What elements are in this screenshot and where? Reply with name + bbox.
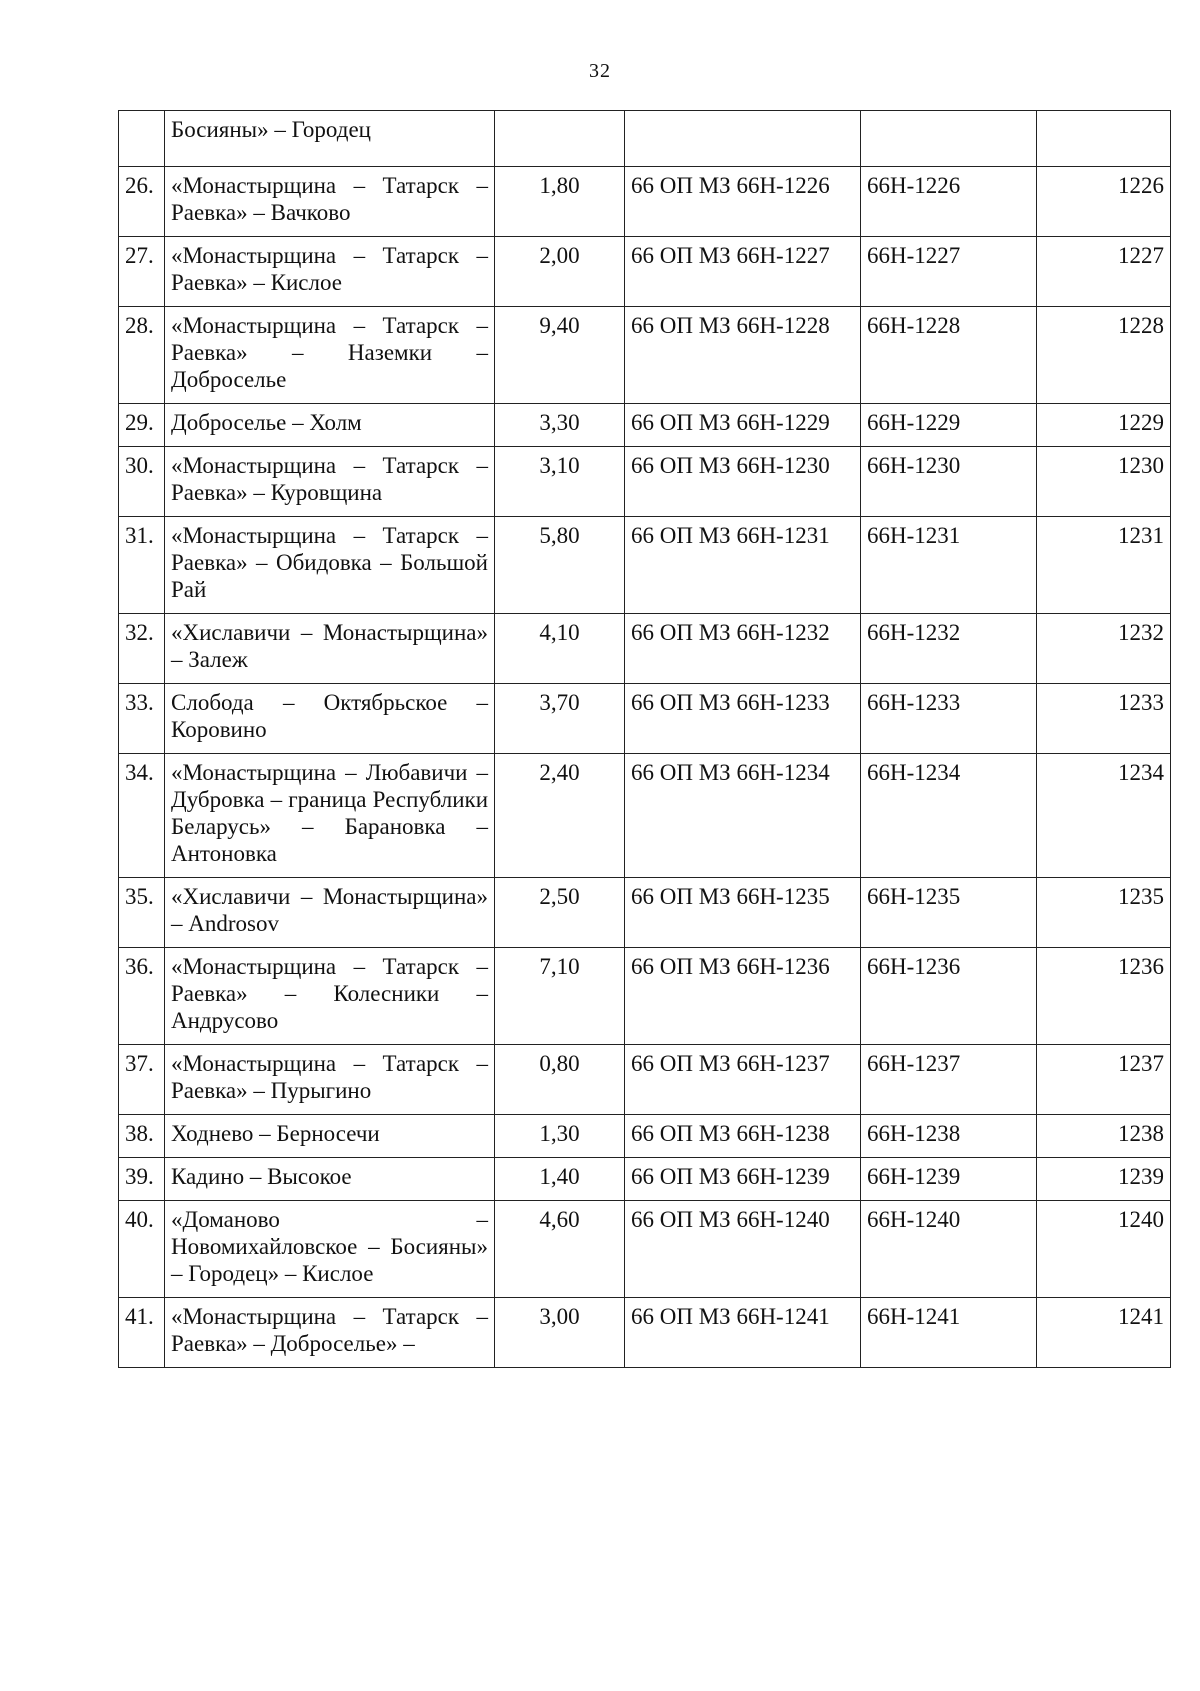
identification-number-cell: 66 ОП МЗ 66Н-1238 [625, 1115, 861, 1158]
table-row [119, 948, 1171, 1045]
length-cell: 3,70 [495, 684, 625, 754]
identification-number-cell: 66 ОП МЗ 66Н-1229 [625, 404, 861, 447]
row-number-cell: 31. [119, 517, 165, 614]
road-name-cell: Ходнево – Берносечи [165, 1115, 495, 1158]
road-name-cell: «Хиславичи – Монастырщина» – Androsov [165, 878, 495, 948]
row-number-cell [119, 111, 165, 167]
registration-number-cell: 66Н-1227 [861, 237, 1037, 307]
road-name-cell: «Монастырщина – Любавичи – Дубровка – граница Республики Беларусь» – Барановка – Антоновка [165, 754, 495, 878]
roads-table [118, 110, 1171, 1368]
registration-number-cell: 66Н-1231 [861, 517, 1037, 614]
registration-number-cell: 66Н-1228 [861, 307, 1037, 404]
road-code-cell: 1234 [1037, 754, 1171, 878]
row-number-cell: 30. [119, 447, 165, 517]
road-code-cell: 1231 [1037, 517, 1171, 614]
registration-number-cell [861, 111, 1037, 167]
length-cell: 9,40 [495, 307, 625, 404]
length-cell [495, 111, 625, 167]
row-number-cell: 36. [119, 948, 165, 1045]
road-name-cell: «Монастырщина – Татарск – Раевка» – Колесники – Андрусово [165, 948, 495, 1045]
road-code-cell: 1240 [1037, 1201, 1171, 1298]
road-name-cell: «Хиславичи – Монастырщина» – Залеж [165, 614, 495, 684]
length-cell: 2,40 [495, 754, 625, 878]
table-row [119, 1201, 1171, 1298]
length-cell: 1,80 [495, 167, 625, 237]
road-name-cell: «Монастырщина – Татарск – Раевка» – Обидовка – Большой Рай [165, 517, 495, 614]
road-code-cell: 1227 [1037, 237, 1171, 307]
row-number-cell: 34. [119, 754, 165, 878]
identification-number-cell: 66 ОП МЗ 66Н-1239 [625, 1158, 861, 1201]
row-number-cell: 27. [119, 237, 165, 307]
road-name-cell: «Монастырщина – Татарск – Раевка» – Кислое [165, 237, 495, 307]
registration-number-cell: 66Н-1232 [861, 614, 1037, 684]
page-number: 32 [589, 60, 611, 82]
road-code-cell: 1228 [1037, 307, 1171, 404]
row-number-cell: 41. [119, 1298, 165, 1368]
registration-number-cell: 66Н-1226 [861, 167, 1037, 237]
table-row [119, 307, 1171, 404]
length-cell: 4,60 [495, 1201, 625, 1298]
row-number-cell: 35. [119, 878, 165, 948]
road-code-cell: 1229 [1037, 404, 1171, 447]
row-number-cell: 32. [119, 614, 165, 684]
table-row [119, 1298, 1171, 1368]
road-code-cell: 1233 [1037, 684, 1171, 754]
length-cell: 1,40 [495, 1158, 625, 1201]
registration-number-cell: 66Н-1241 [861, 1298, 1037, 1368]
table-row-continued [119, 111, 1171, 167]
registration-number-cell: 66Н-1235 [861, 878, 1037, 948]
identification-number-cell: 66 ОП МЗ 66Н-1228 [625, 307, 861, 404]
length-cell: 1,30 [495, 1115, 625, 1158]
identification-number-cell: 66 ОП МЗ 66Н-1235 [625, 878, 861, 948]
length-cell: 4,10 [495, 614, 625, 684]
table-row [119, 517, 1171, 614]
registration-number-cell: 66Н-1238 [861, 1115, 1037, 1158]
row-number-cell: 39. [119, 1158, 165, 1201]
row-number-cell: 28. [119, 307, 165, 404]
road-name-cell: «Монастырщина – Татарск – Раевка» – Пурыгино [165, 1045, 495, 1115]
table-row [119, 1158, 1171, 1201]
road-code-cell: 1230 [1037, 447, 1171, 517]
row-number-cell: 29. [119, 404, 165, 447]
identification-number-cell: 66 ОП МЗ 66Н-1240 [625, 1201, 861, 1298]
row-number-cell: 40. [119, 1201, 165, 1298]
road-name-cell: «Доманово – Новомихайловское – Босияны» – Городец» – Кислое [165, 1201, 495, 1298]
length-cell: 5,80 [495, 517, 625, 614]
road-name-cell: Кадино – Высокое [165, 1158, 495, 1201]
road-name-cell: «Монастырщина – Татарск – Раевка» – Наземки – Доброселье [165, 307, 495, 404]
length-cell: 7,10 [495, 948, 625, 1045]
road-code-cell: 1236 [1037, 948, 1171, 1045]
table-row [119, 614, 1171, 684]
registration-number-cell: 66Н-1237 [861, 1045, 1037, 1115]
registration-number-cell: 66Н-1240 [861, 1201, 1037, 1298]
road-code-cell: 1235 [1037, 878, 1171, 948]
length-cell: 3,00 [495, 1298, 625, 1368]
length-cell: 2,50 [495, 878, 625, 948]
row-number-cell: 26. [119, 167, 165, 237]
identification-number-cell: 66 ОП МЗ 66Н-1227 [625, 237, 861, 307]
road-name-cell: «Монастырщина – Татарск – Раевка» – Вачково [165, 167, 495, 237]
road-code-cell: 1237 [1037, 1045, 1171, 1115]
table-row [119, 1115, 1171, 1158]
road-name-cell: Босияны» – Городец [165, 111, 495, 167]
table-row [119, 237, 1171, 307]
identification-number-cell: 66 ОП МЗ 66Н-1230 [625, 447, 861, 517]
identification-number-cell: 66 ОП МЗ 66Н-1226 [625, 167, 861, 237]
identification-number-cell: 66 ОП МЗ 66Н-1232 [625, 614, 861, 684]
identification-number-cell: 66 ОП МЗ 66Н-1234 [625, 754, 861, 878]
table-row [119, 447, 1171, 517]
road-code-cell [1037, 111, 1171, 167]
identification-number-cell: 66 ОП МЗ 66Н-1231 [625, 517, 861, 614]
registration-number-cell: 66Н-1233 [861, 684, 1037, 754]
row-number-cell: 38. [119, 1115, 165, 1158]
table-row [119, 684, 1171, 754]
row-number-cell: 33. [119, 684, 165, 754]
road-name-cell: «Монастырщина – Татарск – Раевка» – Куровщина [165, 447, 495, 517]
table-row [119, 754, 1171, 878]
table-row [119, 404, 1171, 447]
length-cell: 3,10 [495, 447, 625, 517]
registration-number-cell: 66Н-1230 [861, 447, 1037, 517]
length-cell: 0,80 [495, 1045, 625, 1115]
road-name-cell: «Монастырщина – Татарск – Раевка» – Доброселье» – [165, 1298, 495, 1368]
identification-number-cell: 66 ОП МЗ 66Н-1237 [625, 1045, 861, 1115]
table-row [119, 878, 1171, 948]
table-row [119, 167, 1171, 237]
road-code-cell: 1238 [1037, 1115, 1171, 1158]
identification-number-cell: 66 ОП МЗ 66Н-1233 [625, 684, 861, 754]
identification-number-cell: 66 ОП МЗ 66Н-1236 [625, 948, 861, 1045]
length-cell: 3,30 [495, 404, 625, 447]
registration-number-cell: 66Н-1239 [861, 1158, 1037, 1201]
table-row [119, 1045, 1171, 1115]
road-code-cell: 1241 [1037, 1298, 1171, 1368]
road-code-cell: 1232 [1037, 614, 1171, 684]
identification-number-cell [625, 111, 861, 167]
road-name-cell: Доброселье – Холм [165, 404, 495, 447]
length-cell: 2,00 [495, 237, 625, 307]
registration-number-cell: 66Н-1229 [861, 404, 1037, 447]
row-number-cell: 37. [119, 1045, 165, 1115]
registration-number-cell: 66Н-1236 [861, 948, 1037, 1045]
road-name-cell: Слобода – Октябрьское – Коровино [165, 684, 495, 754]
road-code-cell: 1226 [1037, 167, 1171, 237]
registration-number-cell: 66Н-1234 [861, 754, 1037, 878]
road-code-cell: 1239 [1037, 1158, 1171, 1201]
identification-number-cell: 66 ОП МЗ 66Н-1241 [625, 1298, 861, 1368]
